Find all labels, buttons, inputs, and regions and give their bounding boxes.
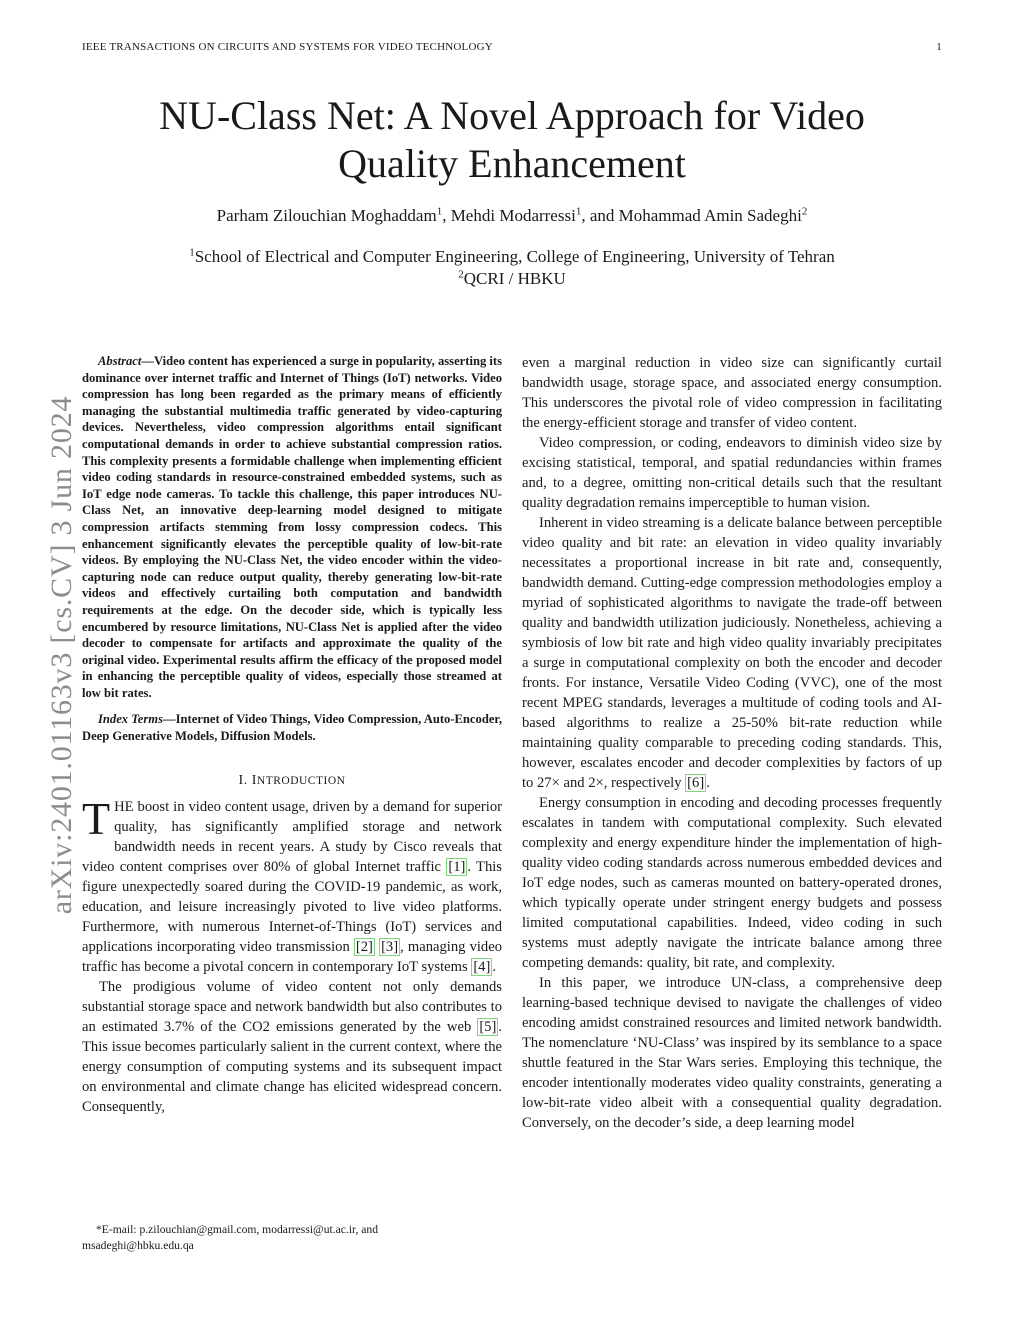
running-head [82,41,942,53]
citation-link[interactable]: [6] [687,775,705,791]
intro-paragraph-3: even a marginal reduction in video size can significantly curtail bandwidth usage, storage space, and associated energy consumption. This underscores the pivotal role of video compression in facilitating the energy-efficient storage and transfer of video content. [522,355,942,431]
intro-paragraph-4: Video compression, or coding, endeavors to diminish video size by excising statistical, temporal, and spatial redundancies within frames and, to a degree, omitting non-critical details such that the resultant quality degradation remains imperceptible to human vision. [522,435,942,511]
right-column [522,353,942,1133]
title-line-1: NU-Class Net: A Novel Approach for Video [159,93,865,138]
abstract-label: Abstract [98,354,142,368]
intro-paragraph-6: Energy consumption in encoding and decoding processes frequently escalates in tandem with computational complexity. Such elevated complexity and energy expenditure hinder the implementation of high-quality video coding standards across numerous embedded devices and IoT edge nodes, such as cameras mounted on battery-operated drones, which typically operate under stringent energy budgets and possess limited computational capabilities. Indeed, video coding in such systems must adeptly navigate the intricate balance among three competing demands: quality, bit rate, and complexity. [522,795,942,971]
affiliation-line [82,246,942,268]
footnote [82,1222,502,1254]
affiliation-mark: 2 [458,268,464,281]
author-name: Mehdi Modarressi [450,206,576,225]
index-terms [82,711,502,744]
author-list: Parham Zilouchian Moghaddam$^1$, Mehdi Modarressi$^1$, and Mohammad Amin Sadeghi$^2$ [216,205,808,225]
affiliation-mark: 1 [189,246,195,259]
abstract-text: —Video content has experienced a surge in popularity, asserting its dominance over internet traffic and Internet of Things (IoT) networks. Video compression has long been regarded as the primary means of efficiently managing the substantial multimedia traffic generated by video-capturing devices. Nevertheless, video compression algorithms entail significant computational demands in order to achieve substantial compression ratios. This complexity presents a formidable challenge when implementing efficient video coding standards in resource-constrained embedded systems, such as IoT edge node cameras. To tackle this challenge, this paper introduces NU-Class Net, an innovative deep-learning model designed to mitigate compression artifacts stemming from lossy compression codecs. This enhancement significantly elevates the perceptible quality of low-bit-rate videos. By employing the NU-Class Net, the video encoder within the video-capturing node can reduce output quality, thereby generating low-bit-rate videos and effectively curtailing both computation and bandwidth requirements at the edge. On the decoder side, which is typically less encumbered by resource limitations, NU-Class Net is applied after the video decoder to compensate for artifacts and approximate the quality of the original video. Experimental results affirm the efficacy of the proposed model in enhancing the perceptible quality of videos, especially those streamed at low bit rates. [82,354,502,700]
affiliation-text: School of Electrical and Computer Engineering, College of Engineering, University of Tehran [194,247,835,266]
journal-name: IEEE TRANSACTIONS ON CIRCUITS AND SYSTEMS FOR VIDEO TECHNOLOGY [82,41,493,53]
intro-paragraph-5: Inherent in video streaming is a delicate balance between perceptible video quality and bit rate: an elevation in video quality invariably necessitates a proportional increase in bit rate and, consequently, bandwidth demand. Cutting-edge compression methodologies employ a myriad of sophisticated algorithms to navigate the trade-off between quality and bandwidth utilization judiciously. Nonetheless, achieving a symbiosis of low bit rate and high video quality invariably precipitates a surge in computational complexity on both the encoder and decoder fronts. For instance, Versatile Video Coding (VVC), one of the most recent MPEG standards, leverages a multitude of coding tools and AI-based algorithms to realize a 25-50% bit-rate reduction while maintaining quality comparable to preceding coding standards. This, however, escalates encoder and decoder complexities by factors of up to 27× and 2×, respectively [6] . [522,515,942,791]
citation-link[interactable]: [3] [381,938,399,955]
section-title-rest: NTRODUCTION [256,774,346,787]
paper-title [82,92,942,188]
section-heading-introduction [82,771,502,791]
index-terms-label: Index Terms [98,712,163,727]
author-name: Parham Zilouchian Moghaddam [216,206,437,225]
intro-paragraph-7: In this paper, we introduce UN-class, a comprehensive deep learning-based technique devised to navigate the challenges of video encoding amidst constrained resources and limited network bandwidth. The nomenclature ‘NU-Class’ was inspired by its semblance to a space shuttle featured in the Star Wars series. Employing this technique, the encoder intentionally moderates video quality constraints, generating a low-bit-rate video albeit with a consequential quality degradation. Conversely, on the decoder’s side, a deep learning model [522,975,942,1131]
left-column [82,353,502,1117]
index-terms-text: —Internet of Video Things, Video Compression, Auto-Encoder, Deep Generative Models, Diffusion Models. [82,712,502,744]
arxiv-stamp: arXiv:2401.01163v3 [cs.CV] 3 Jun 2024 [45,395,78,915]
intro-paragraph-1: THE boost in video content usage, driven by a demand for superior quality, has significantly amplified storage and network bandwidth needs in recent years. A study by Cisco reveals that video content comprises over 80% of global Internet traffic [1] . This figure unexpectedly soared during the COVID-19 pandemic, as work, education, and leisure increasingly pivoted to live video platforms. Furthermore, with numerous Internet-of-Things (IoT) services and applications incorporating video transmission [2] [3] , managing video traffic has become a pivotal concern in contemporary IoT systems [4] . [82,792,502,975]
author-name: and Mohammad Amin Sadeghi [589,206,802,225]
section-title-initial: I [251,772,257,788]
author-affiliation-mark: 1 [436,205,443,218]
footnote-line-1: *E-mail: p.zilouchian@gmail.com, modarressi@ut.ac.ir, and [96,1223,378,1236]
citation-link[interactable]: [2] [355,938,373,955]
citation-link[interactable]: [5] [479,1018,497,1035]
citation-link[interactable]: [4] [473,958,491,975]
title-line-2: Quality Enhancement [338,141,686,186]
footnote-line-2: msadeghi@hbku.edu.qa [82,1239,194,1252]
citation-link[interactable]: [1] [448,858,466,875]
drop-cap: T [82,792,111,844]
section-number: I. [238,772,252,788]
intro-paragraph-2: The prodigious volume of video content not only demands substantial storage space and network bandwidth but also contributes to an estimated 3.7% of the CO2 emissions generated by the web [5] . This issue becomes particularly salient in the current context, where the energy consumption of computing systems and its subsequent impact on environmental and climate change has elicited widespread concern. Consequently, [82,978,502,1115]
abstract [82,353,502,701]
affiliations [82,246,942,290]
author-affiliation-mark: 2 [801,205,808,218]
author-affiliation-mark: 1 [575,205,582,218]
affiliation-line [82,268,942,290]
page-number: 1 [936,41,942,53]
affiliation-text: QCRI / HBKU [463,269,566,288]
